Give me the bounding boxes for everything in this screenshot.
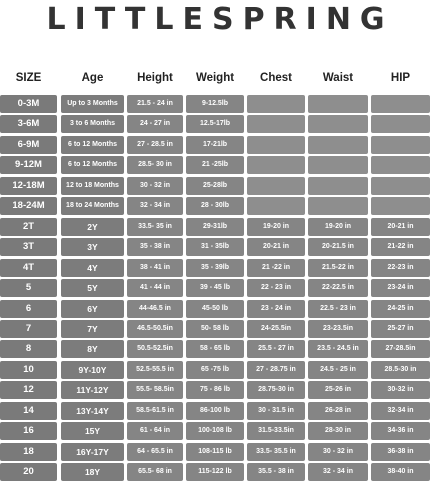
chest-cell xyxy=(247,95,305,113)
age-cell: 7Y xyxy=(61,320,124,338)
size-cell: 16 xyxy=(0,422,57,440)
waist-cell: 19-20 in xyxy=(308,218,368,236)
size-cell: 12 xyxy=(0,381,57,399)
size-cell: 3T xyxy=(0,238,57,256)
table-row xyxy=(0,95,431,113)
chest-cell: 33.5- 35.5 in xyxy=(247,443,305,461)
chest-cell: 22 - 23 in xyxy=(247,279,305,297)
hip-cell: 28.5-30 in xyxy=(371,361,430,379)
waist-cell: 23-23.5in xyxy=(308,320,368,338)
weight-cell: 12.5-17lb xyxy=(186,115,244,133)
size-cell: 12-18M xyxy=(0,177,57,195)
chest-cell: 30 - 31.5 in xyxy=(247,402,305,420)
age-cell: Up to 3 Months xyxy=(61,95,124,113)
height-cell: 28.5- 30 in xyxy=(127,156,183,174)
age-cell: 2Y xyxy=(61,218,124,236)
age-cell: 3Y xyxy=(61,238,124,256)
weight-cell: 21 -25lb xyxy=(186,156,244,174)
size-cell: 8 xyxy=(0,340,57,358)
table-row xyxy=(0,177,431,195)
size-cell: 14 xyxy=(0,402,57,420)
waist-cell: 22-22.5 in xyxy=(308,279,368,297)
waist-cell: 23.5 - 24.5 in xyxy=(308,340,368,358)
header-size: SIZE xyxy=(15,72,42,84)
size-cell: 20 xyxy=(0,463,57,481)
header-chest: Chest xyxy=(260,72,292,84)
hip-cell: 36-38 in xyxy=(371,443,430,461)
table-row xyxy=(0,218,431,236)
size-cell: 18 xyxy=(0,443,57,461)
hip-cell: 22-23 in xyxy=(371,259,430,277)
weight-cell: 115-122 lb xyxy=(186,463,244,481)
hip-cell xyxy=(371,115,430,133)
hip-cell: 23-24 in xyxy=(371,279,430,297)
waist-cell xyxy=(308,136,368,154)
size-cell: 9-12M xyxy=(0,156,57,174)
table-row xyxy=(0,115,431,133)
height-cell: 41 - 44 in xyxy=(127,279,183,297)
hip-cell xyxy=(371,197,430,215)
header-age: Age xyxy=(81,72,104,84)
table-row xyxy=(0,238,431,256)
table-row xyxy=(0,361,431,379)
header-waist: Waist xyxy=(322,72,354,84)
age-cell: 18Y xyxy=(61,463,124,481)
weight-cell: 45-50 lb xyxy=(186,300,244,318)
table-row xyxy=(0,402,431,420)
height-cell: 55.5- 58.5in xyxy=(127,381,183,399)
age-cell: 12 to 18 Months xyxy=(61,177,124,195)
chest-cell: 31.5-33.5in xyxy=(247,422,305,440)
height-cell: 64 - 65.5 in xyxy=(127,443,183,461)
age-cell: 13Y-14Y xyxy=(61,402,124,420)
size-cell: 2T xyxy=(0,218,57,236)
chest-cell: 24-25.5in xyxy=(247,320,305,338)
waist-cell: 20-21.5 in xyxy=(308,238,368,256)
hip-cell: 32-34 in xyxy=(371,402,430,420)
hip-cell: 38-40 in xyxy=(371,463,430,481)
weight-cell: 86-100 lb xyxy=(186,402,244,420)
chest-cell: 23 - 24 in xyxy=(247,300,305,318)
age-cell: 9Y-10Y xyxy=(61,361,124,379)
size-cell: 10 xyxy=(0,361,57,379)
waist-cell xyxy=(308,95,368,113)
weight-cell: 65 -75 lb xyxy=(186,361,244,379)
weight-cell: 35 - 39lb xyxy=(186,259,244,277)
size-cell: 18-24M xyxy=(0,197,57,215)
weight-cell: 25-28lb xyxy=(186,177,244,195)
age-cell: 6 to 12 Months xyxy=(61,156,124,174)
age-cell: 16Y-17Y xyxy=(61,443,124,461)
chest-cell: 28.75-30 in xyxy=(247,381,305,399)
height-cell: 21.5 - 24 in xyxy=(127,95,183,113)
age-cell: 18 to 24 Months xyxy=(61,197,124,215)
waist-cell: 30 - 32 in xyxy=(308,443,368,461)
chest-cell xyxy=(247,177,305,195)
weight-cell: 75 - 86 lb xyxy=(186,381,244,399)
weight-cell: 39 - 45 lb xyxy=(186,279,244,297)
weight-cell: 108-115 lb xyxy=(186,443,244,461)
height-cell: 61 - 64 in xyxy=(127,422,183,440)
hip-cell: 34-36 in xyxy=(371,422,430,440)
weight-cell: 17-21lb xyxy=(186,136,244,154)
age-cell: 4Y xyxy=(61,259,124,277)
size-cell: 4T xyxy=(0,259,57,277)
height-cell: 27 - 28.5 in xyxy=(127,136,183,154)
height-cell: 50.5-52.5in xyxy=(127,340,183,358)
size-cell: 6 xyxy=(0,300,57,318)
header-weight: Weight xyxy=(195,72,235,84)
chest-cell xyxy=(247,115,305,133)
waist-cell xyxy=(308,177,368,195)
table-row xyxy=(0,381,431,399)
hip-cell xyxy=(371,136,430,154)
table-row xyxy=(0,156,431,174)
weight-cell: 31 - 35lb xyxy=(186,238,244,256)
hip-cell: 27-28.5in xyxy=(371,340,430,358)
waist-cell: 24.5 - 25 in xyxy=(308,361,368,379)
table-row xyxy=(0,136,431,154)
age-cell: 5Y xyxy=(61,279,124,297)
size-cell: 5 xyxy=(0,279,57,297)
waist-cell: 32 - 34 in xyxy=(308,463,368,481)
header-hip: HIP xyxy=(390,72,411,84)
weight-cell: 29-31lb xyxy=(186,218,244,236)
hip-cell xyxy=(371,177,430,195)
height-cell: 52.5-55.5 in xyxy=(127,361,183,379)
height-cell: 33.5- 35 in xyxy=(127,218,183,236)
waist-cell: 25-26 in xyxy=(308,381,368,399)
hip-cell xyxy=(371,95,430,113)
waist-cell xyxy=(308,197,368,215)
height-cell: 30 - 32 in xyxy=(127,177,183,195)
size-cell: 6-9M xyxy=(0,136,57,154)
hip-cell: 24-25 in xyxy=(371,300,430,318)
table-row xyxy=(0,197,431,215)
height-cell: 44-46.5 in xyxy=(127,300,183,318)
age-cell: 11Y-12Y xyxy=(61,381,124,399)
table-row xyxy=(0,340,431,358)
height-cell: 35 - 38 in xyxy=(127,238,183,256)
height-cell: 58.5-61.5 in xyxy=(127,402,183,420)
chest-cell: 19-20 in xyxy=(247,218,305,236)
chest-cell xyxy=(247,156,305,174)
hip-cell xyxy=(371,156,430,174)
size-cell: 7 xyxy=(0,320,57,338)
table-row xyxy=(0,463,431,481)
height-cell: 32 - 34 in xyxy=(127,197,183,215)
table-row xyxy=(0,422,431,440)
age-cell: 6 to 12 Months xyxy=(61,136,124,154)
age-cell: 6Y xyxy=(61,300,124,318)
table-row xyxy=(0,320,431,338)
table-row xyxy=(0,300,431,318)
waist-cell xyxy=(308,156,368,174)
height-cell: 65.5- 68 in xyxy=(127,463,183,481)
waist-cell: 28-30 in xyxy=(308,422,368,440)
weight-cell: 9-12.5lb xyxy=(186,95,244,113)
table-row xyxy=(0,259,431,277)
chest-cell: 21 -22 in xyxy=(247,259,305,277)
chest-cell: 20-21 in xyxy=(247,238,305,256)
height-cell: 24 - 27 in xyxy=(127,115,183,133)
age-cell: 15Y xyxy=(61,422,124,440)
weight-cell: 28 - 30lb xyxy=(186,197,244,215)
weight-cell: 50- 58 lb xyxy=(186,320,244,338)
height-cell: 46.5-50.5in xyxy=(127,320,183,338)
height-cell: 38 - 41 in xyxy=(127,259,183,277)
brand-title: LITTLESPRING xyxy=(46,2,394,37)
waist-cell: 22.5 - 23 in xyxy=(308,300,368,318)
size-cell: 0-3M xyxy=(0,95,57,113)
header-height: Height xyxy=(137,72,173,84)
size-cell: 3-6M xyxy=(0,115,57,133)
chest-cell: 25.5 - 27 in xyxy=(247,340,305,358)
waist-cell: 26-28 in xyxy=(308,402,368,420)
waist-cell xyxy=(308,115,368,133)
table-row xyxy=(0,443,431,461)
age-cell: 8Y xyxy=(61,340,124,358)
weight-cell: 100-108 lb xyxy=(186,422,244,440)
hip-cell: 25-27 in xyxy=(371,320,430,338)
table-row xyxy=(0,279,431,297)
chest-cell xyxy=(247,197,305,215)
chest-cell: 27 - 28.75 in xyxy=(247,361,305,379)
hip-cell: 20-21 in xyxy=(371,218,430,236)
chest-cell: 35.5 - 38 in xyxy=(247,463,305,481)
hip-cell: 21-22 in xyxy=(371,238,430,256)
chest-cell xyxy=(247,136,305,154)
hip-cell: 30-32 in xyxy=(371,381,430,399)
table-header xyxy=(0,69,431,88)
weight-cell: 58 - 65 lb xyxy=(186,340,244,358)
waist-cell: 21.5-22 in xyxy=(308,259,368,277)
age-cell: 3 to 6 Months xyxy=(61,115,124,133)
